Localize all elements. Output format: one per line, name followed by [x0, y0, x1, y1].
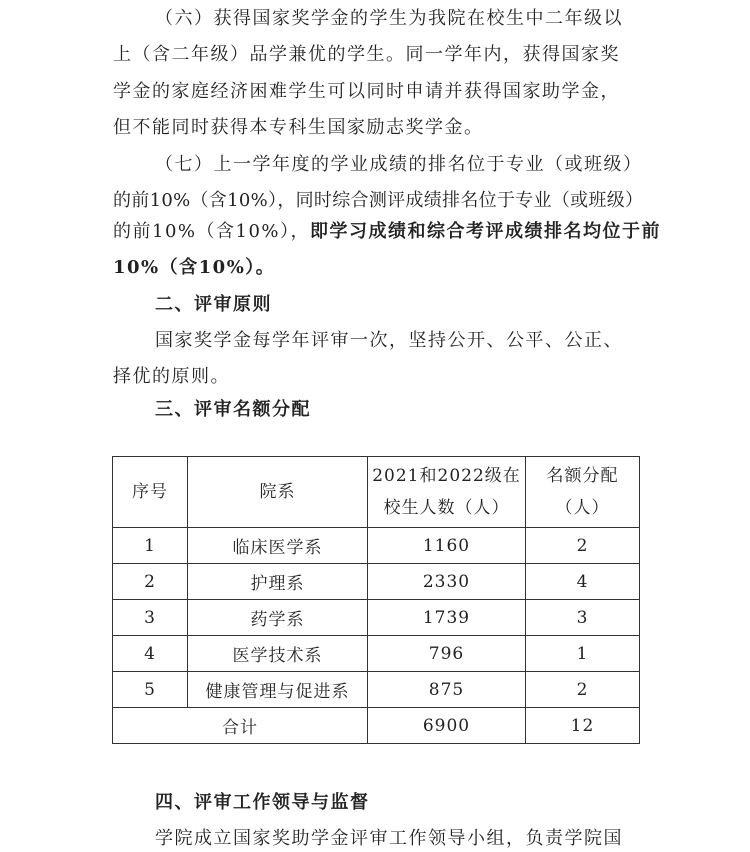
para7-line4: 10%（含10%）。: [113, 257, 276, 278]
row-dept: 健康管理与促进系: [188, 672, 368, 708]
para6-line2: 上（含二年级）品学兼优的学生。同一学年内，获得国家奖: [113, 44, 620, 65]
table-total-row: [113, 708, 640, 744]
quota-table: [112, 456, 640, 744]
section4-text-line1: 学院成立国家奖助学金评审工作领导小组，负责学院国: [155, 828, 623, 849]
row-index: 2: [113, 564, 188, 600]
table-header-row: [113, 457, 640, 528]
row-students: 1739: [368, 600, 526, 636]
header-students-line1: 2021和2022级在: [372, 466, 521, 486]
header-students: [368, 457, 526, 528]
para6-line1: （六）获得国家奖学金的学生为我院在校生中二年级以: [155, 8, 623, 29]
table-row: [113, 672, 640, 708]
table-row: [113, 528, 640, 564]
total-label: 合计: [113, 708, 368, 744]
row-dept: 医学技术系: [188, 636, 368, 672]
row-quota: 2: [526, 528, 640, 564]
row-quota: 4: [526, 564, 640, 600]
row-quota: 3: [526, 600, 640, 636]
header-quota-line1: 名额分配: [546, 466, 619, 486]
header-dept: 院系: [188, 457, 368, 528]
row-dept: 临床医学系: [188, 528, 368, 564]
row-index: 5: [113, 672, 188, 708]
header-quota-line2: （人）: [555, 498, 610, 518]
row-students: 1160: [368, 528, 526, 564]
para7-line3: [113, 219, 661, 245]
section4-heading: 四、评审工作领导与监督: [155, 792, 370, 813]
row-dept: 护理系: [188, 564, 368, 600]
section2-heading: 二、评审原则: [155, 294, 272, 315]
section2-text-line2: 择优的原则。: [113, 366, 230, 387]
table-row: [113, 564, 640, 600]
para6-line4: 但不能同时获得本专科生国家励志奖学金。: [113, 117, 484, 138]
total-quota: 12: [526, 708, 640, 744]
row-students: 875: [368, 672, 526, 708]
row-students: 796: [368, 636, 526, 672]
row-index: 3: [113, 600, 188, 636]
para6-line3: 学金的家庭经济困难学生可以同时申请并获得国家助学金，: [113, 81, 620, 102]
row-index: 4: [113, 636, 188, 672]
row-students: 2330: [368, 564, 526, 600]
para7-line3-normal: 的前10%（含10%），: [113, 221, 311, 242]
header-quota: [526, 457, 640, 528]
table-row: [113, 600, 640, 636]
para7-line2: 的前10%（含10%），同时综合测评成绩排名位于专业（或班级）: [113, 190, 644, 211]
para7-line3-bold: 即学习成绩和综合考评成绩排名均位于前: [310, 221, 662, 242]
header-students-line2: 校生人数（人）: [383, 498, 510, 518]
header-index: 序号: [113, 457, 188, 528]
para7-line1: （七）上一学年度的学业成绩的排名位于专业（或班级）: [155, 154, 643, 175]
total-students: 6900: [368, 708, 526, 744]
row-quota: 2: [526, 672, 640, 708]
section2-text-line1: 国家奖学金每学年评审一次，坚持公开、公平、公正、: [155, 330, 623, 351]
section3-heading: 三、评审名额分配: [155, 399, 311, 420]
row-dept: 药学系: [188, 600, 368, 636]
row-quota: 1: [526, 636, 640, 672]
table-row: [113, 636, 640, 672]
row-index: 1: [113, 528, 188, 564]
